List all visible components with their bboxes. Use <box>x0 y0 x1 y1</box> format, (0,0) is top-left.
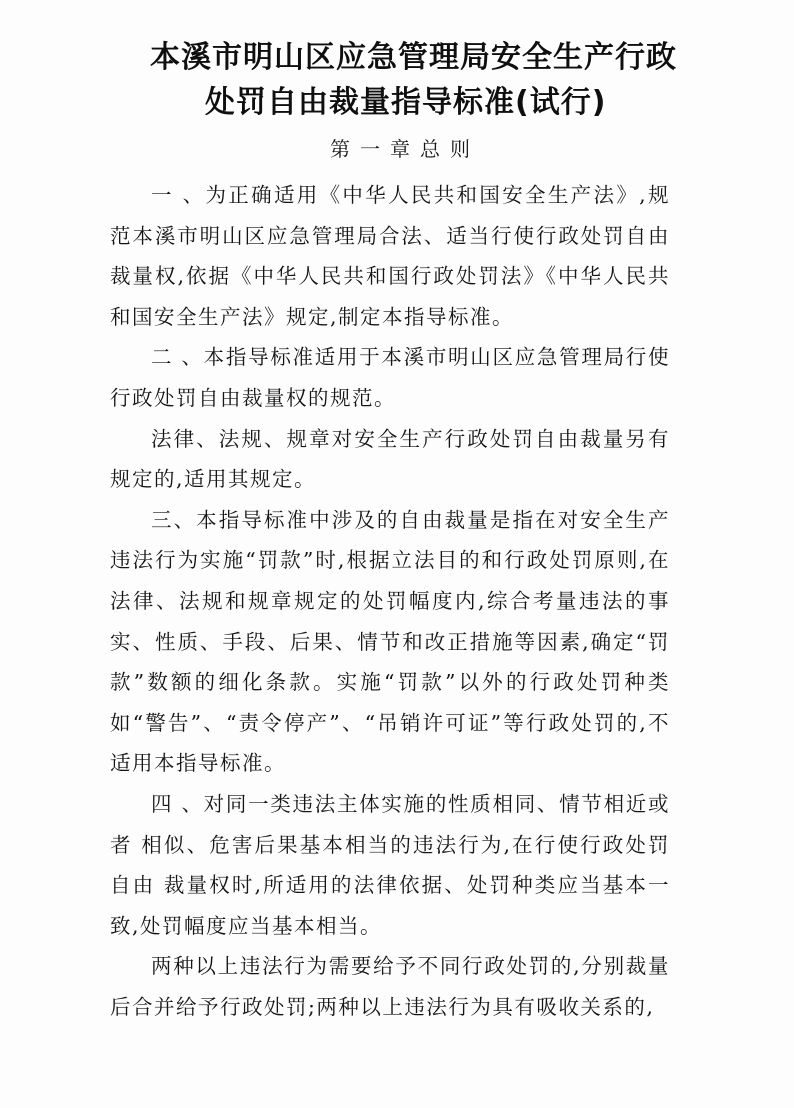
document-body <box>110 175 670 1027</box>
paragraph-article-4: 四 、对同一类违法主体实施的性质相同、情节相近或者 相似、危害后果基本相当的违法行为,在行使行政处罚自由 裁量权时,所适用的法律依据、处罚种类应当基本一致,处罚幅度应当基本相当。 <box>110 791 670 938</box>
paragraph-article-4-continued: 两种以上违法行为需要给予不同行政处罚的,分别裁量后合并给予行政处罚;两种以上违法行为具有吸收关系的, <box>110 954 670 1019</box>
document-title-line-1: 本溪市明山区应急管理局安全生产行政 <box>150 40 677 75</box>
paragraph-article-2: 二 、本指导标准适用于本溪市明山区应急管理局行使行政处罚自由裁量权的规范。 <box>110 345 670 410</box>
paragraph-article-3: 三、本指导标准中涉及的自由裁量是指在对安全生产违法行为实施“罚款”时,根据立法目的和行政处罚原则,在法律、法规和规章规定的处罚幅度内,综合考量违法的事实、性质、手段、后果、情节和改正措施等因素,确定“罚款”数额的细化条款。实施“罚款”以外的行政处罚种类如“警告”、“责令停产”、“吊销许可证”等行政处罚的,不适用本指导标准。 <box>110 507 670 776</box>
paragraph-article-2-note: 法律、法规、规章对安全生产行政处罚自由裁量另有规定的,适用其规定。 <box>110 426 670 492</box>
paragraph-article-1: 一 、为正确适用《中华人民共和国安全生产法》,规范本溪市明山区应急管理局合法、适当行使行政处罚自由裁量权,依据《中华人民共和国行政处罚法》《中华人民共和国安全生产法》规定,制定本指导标准。 <box>110 183 670 329</box>
document-title-line-2: 处罚自由裁量指导标准(试行) <box>205 85 607 120</box>
chapter-heading: 第一章总则 <box>330 137 480 161</box>
